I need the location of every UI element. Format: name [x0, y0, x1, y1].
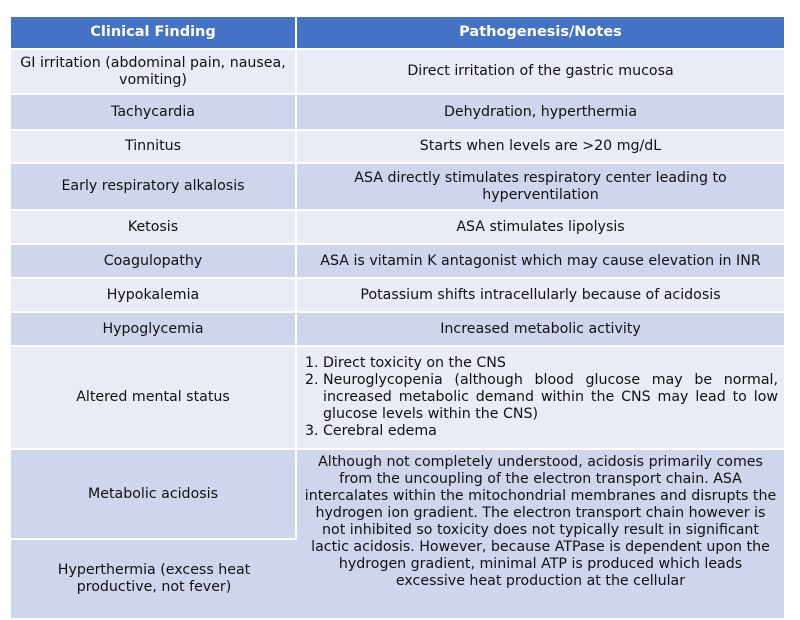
finding-cell: Hypoglycemia [11, 313, 297, 347]
finding-cell: Altered mental status [11, 347, 297, 450]
list-text: Neuroglycopenia (although blood glucose may be normal, increased metabolic demand within the CNS may lead to low glucose levels within the CNS) [323, 372, 778, 422]
list-item [305, 355, 778, 372]
table-row [11, 347, 784, 450]
table-row [11, 245, 784, 279]
table-row [11, 164, 784, 211]
column-header-clinical-finding: Clinical Finding [11, 17, 297, 50]
notes-list-cell [297, 347, 784, 450]
notes-cell: Potassium shifts intracellularly because of acidosis [297, 279, 784, 313]
list-item [305, 423, 778, 440]
notes-cell: Increased metabolic activity [297, 313, 784, 347]
table-row [11, 50, 784, 95]
list-item [305, 372, 778, 423]
table-header-row [11, 17, 784, 50]
notes-cell: Dehydration, hyperthermia [297, 95, 784, 131]
finding-cell: Coagulopathy [11, 245, 297, 279]
finding-cell: Early respiratory alkalosis [11, 164, 297, 211]
table-row [11, 450, 784, 540]
list-text: Direct toxicity on the CNS [323, 355, 506, 371]
table-row [11, 211, 784, 245]
finding-cell: Hyperthermia (excess heat productive, not fever) [11, 540, 297, 620]
notes-cell: ASA is vitamin K antagonist which may cause elevation in INR [297, 245, 784, 279]
table-row [11, 279, 784, 313]
table-row [11, 95, 784, 131]
clinical-findings-table [11, 17, 784, 620]
list-number: 1. [305, 355, 319, 371]
finding-cell: Tachycardia [11, 95, 297, 131]
list-text: Cerebral edema [323, 423, 437, 439]
notes-cell: Direct irritation of the gastric mucosa [297, 50, 784, 95]
table-row [11, 313, 784, 347]
list-number: 3. [305, 423, 319, 439]
notes-cell: ASA stimulates lipolysis [297, 211, 784, 245]
finding-cell: Ketosis [11, 211, 297, 245]
shared-notes-cell [297, 450, 784, 620]
finding-cell: Metabolic acidosis [11, 450, 297, 540]
finding-cell: Tinnitus [11, 131, 297, 164]
notes-cell: ASA directly stimulates respiratory center leading to hyperventilation [297, 164, 784, 211]
shared-notes-text: Although not completely understood, acidosis primarily comes from the uncoupling of the electron transport chain. ASA intercalates within the mitochondrial membranes and disrupts the hydrogen ion gradient. The electron transport chain however is not inhibited so toxicity does not typically result in significant lactic acidosis. However, because ATPase is dependent upon the hydrogen gradient, minimal ATP is produced which leads excessive heat production at the cellular [304, 454, 777, 589]
list-number: 2. [305, 372, 319, 388]
column-header-pathogenesis-notes: Pathogenesis/Notes [297, 17, 784, 50]
table-row [11, 131, 784, 164]
finding-cell: GI irritation (abdominal pain, nausea, vomiting) [11, 50, 297, 95]
finding-cell: Hypokalemia [11, 279, 297, 313]
notes-cell: Starts when levels are >20 mg/dL [297, 131, 784, 164]
